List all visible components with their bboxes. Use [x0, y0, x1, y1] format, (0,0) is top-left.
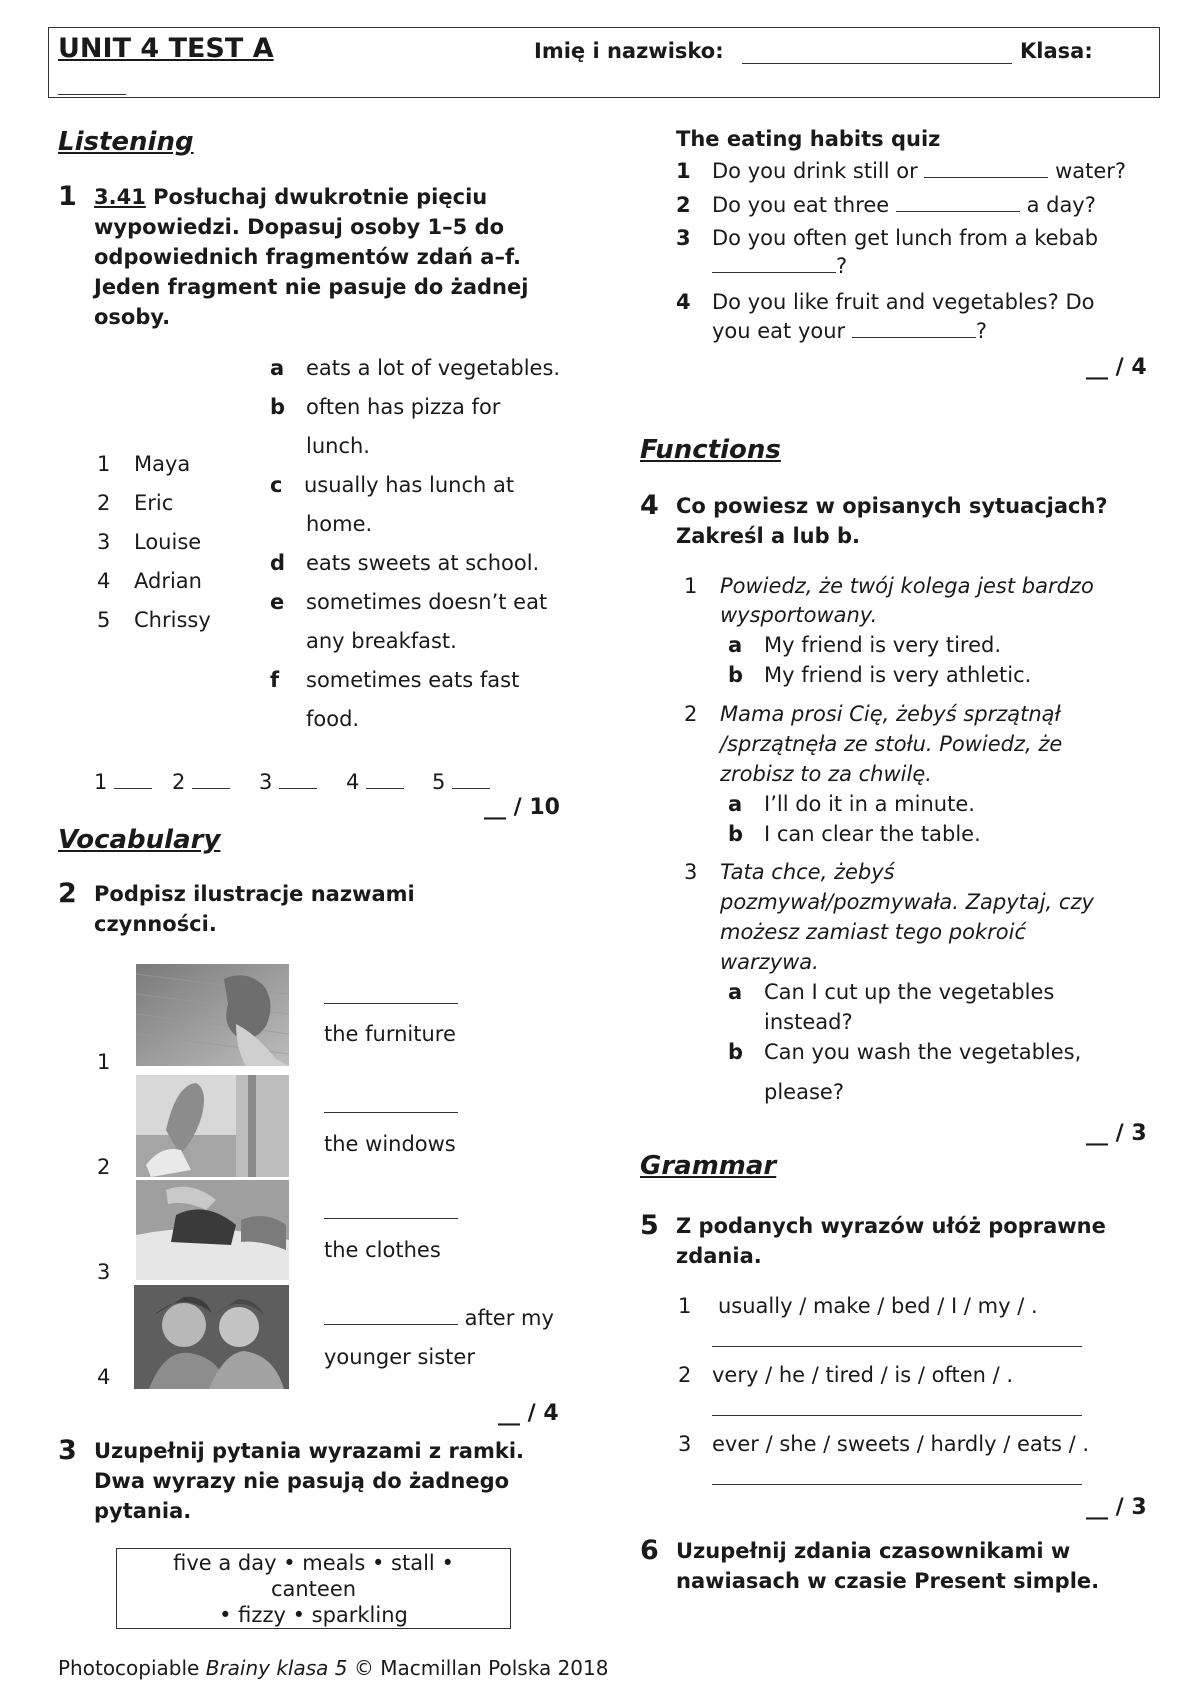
instruction-text: Dwa wyrazy nie pasują do żadnego: [94, 1469, 510, 1493]
vocabulary-task2-score: __ / 4: [498, 1401, 559, 1426]
picture-phrase: the windows: [324, 1132, 456, 1156]
answer-slot[interactable]: 5: [432, 768, 490, 798]
fragment-letter: c: [270, 473, 283, 497]
situation-number: 3: [684, 860, 698, 884]
sentence-item: 3 ever / she / sweets / hardly / eats / .: [678, 1432, 1090, 1456]
situation-text: warzywa.: [720, 950, 819, 974]
sentence-item: 2 very / he / tired / is / often / .: [678, 1363, 1014, 1387]
fragment-text: eats sweets at school.: [306, 551, 540, 575]
instruction-text: wypowiedzi. Dopasuj osoby 1–5 do: [94, 215, 505, 239]
fragment-text: food.: [306, 707, 360, 731]
quiz-answer-field[interactable]: [712, 272, 836, 273]
fragment-text: usually has lunch at: [304, 473, 515, 497]
fragment-text: often has pizza for: [306, 395, 501, 419]
situation-text: /sprzątnęła ze stołu. Powiedz, że: [720, 732, 1063, 756]
task-4-number: 4: [640, 490, 659, 521]
functions-score: __ / 3: [1086, 1121, 1147, 1146]
instruction-text: osoby.: [94, 305, 171, 329]
fragment-text: lunch.: [306, 434, 370, 458]
illustration-wiping-furniture: [136, 964, 289, 1066]
instruction-text: Z podanych wyrazów ułóż poprawne: [676, 1214, 1106, 1238]
fragment-text: sometimes eats fast: [306, 668, 520, 692]
picture-phrase: after my: [324, 1304, 554, 1334]
option-a[interactable]: a I’ll do it in a minute.: [728, 792, 975, 816]
task-2-number: 2: [58, 878, 77, 909]
instruction-text: Zakreśl a lub b.: [676, 524, 860, 548]
option-text: instead?: [764, 1010, 853, 1034]
option-b[interactable]: b Can you wash the vegetables,: [728, 1040, 1082, 1064]
fragment-item: [270, 471, 515, 501]
task-2-instruction: [94, 879, 415, 939]
fragment-item: [270, 354, 561, 384]
word-box-text: canteen: [270, 1577, 357, 1601]
picture-number: 2: [97, 1155, 111, 1179]
name-field[interactable]: [742, 63, 1012, 64]
illustration-washing-windows: [136, 1075, 289, 1177]
picture-number: 1: [97, 1050, 111, 1074]
instruction-text: odpowiednich fragmentów zdań a–f.: [94, 245, 521, 269]
quiz-question: 3 Do you often get lunch from a kebab: [676, 226, 1099, 250]
picture-number: 3: [97, 1260, 111, 1284]
quiz-question: 4 Do you like fruit and vegetables? Do: [676, 290, 1095, 314]
option-b[interactable]: b I can clear the table.: [728, 822, 981, 846]
fragment-text: any breakfast.: [306, 629, 457, 653]
sentence-item: 1 usually / make / bed / I / my / .: [678, 1294, 1038, 1318]
grammar-task5-score: __ / 3: [1086, 1495, 1147, 1520]
person-number: 1: [97, 452, 111, 476]
option-text: please?: [764, 1080, 844, 1104]
class-label: Klasa:: [1020, 39, 1093, 63]
situation-text: pozmywał/pozmywała. Zapytaj, czy: [720, 890, 1094, 914]
task-4-instruction: [676, 491, 1108, 551]
situation-text: możesz zamiast tego pokroić: [720, 920, 1026, 944]
quiz-answer-field[interactable]: [896, 211, 1020, 212]
illustration-ironing-clothes: [136, 1180, 289, 1280]
task-3-number: 3: [58, 1435, 77, 1466]
quiz-score: __ / 4: [1086, 355, 1147, 380]
quiz-answer-field[interactable]: [924, 177, 1048, 178]
task-6-instruction: [676, 1536, 1099, 1596]
situation-text: Tata chce, żebyś: [720, 860, 895, 884]
task-3-instruction: [94, 1436, 524, 1526]
fragment-text: home.: [306, 512, 373, 536]
instruction-text: zdania.: [676, 1244, 762, 1268]
instruction-text: pytania.: [94, 1499, 192, 1523]
option-a[interactable]: a My friend is very tired.: [728, 633, 1002, 657]
option-a[interactable]: a Can I cut up the vegetables: [728, 980, 1055, 1004]
situation-text: zrobisz to za chwilę.: [720, 762, 932, 786]
person-item: [97, 528, 202, 558]
answer-field-2[interactable]: [324, 1112, 458, 1113]
illustration-looking-after-sister: [134, 1285, 289, 1389]
person-name: Adrian: [134, 569, 202, 593]
task-5-number: 5: [640, 1210, 659, 1241]
fragment-item: [270, 588, 548, 618]
word-box-text: five a day • meals • stall •: [173, 1551, 454, 1575]
name-label: Imię i nazwisko:: [534, 39, 724, 63]
person-item: [97, 606, 211, 636]
grammar-heading: Grammar: [640, 1151, 777, 1181]
fragment-letter: a: [270, 356, 285, 380]
person-number: 4: [97, 569, 111, 593]
task-5-instruction: [676, 1211, 1106, 1271]
vocabulary-heading: Vocabulary: [58, 825, 221, 855]
instruction-text: Posłuchaj dwukrotnie pięciu: [145, 185, 488, 209]
answer-field-4[interactable]: [324, 1324, 458, 1325]
fragment-letter: f: [270, 668, 280, 692]
person-name: Maya: [134, 452, 191, 476]
instruction-text: Uzupełnij pytania wyrazami z ramki.: [94, 1439, 524, 1463]
situation-text: wysportowany.: [720, 603, 878, 627]
word-box: [116, 1548, 511, 1629]
picture-phrase: the clothes: [324, 1238, 441, 1262]
situation-text: Mama prosi Cię, żebyś sprzątnął: [720, 702, 1061, 726]
person-name: Eric: [134, 491, 174, 515]
instruction-text: Jeden fragment nie pasuje do żadnej: [94, 275, 529, 299]
fragment-text: eats a lot of vegetables.: [306, 356, 561, 380]
quiz-question: 2 Do you eat three a day?: [676, 193, 1096, 217]
person-number: 5: [97, 608, 111, 632]
instruction-text: Co powiesz w opisanych sytuacjach?: [676, 494, 1108, 518]
instruction-text: czynności.: [94, 912, 217, 936]
listening-heading: Listening: [58, 127, 194, 157]
answer-slot[interactable]: 4: [346, 768, 404, 798]
situation-text: Powiedz, że twój kolega jest bardzo: [720, 574, 1094, 598]
answer-field-1[interactable]: [324, 1003, 458, 1004]
quiz-answer-field[interactable]: [852, 337, 976, 338]
person-item: [97, 489, 174, 519]
footer-copyright: Photocopiable Brainy klasa 5 © Macmillan Polska 2018: [58, 1656, 609, 1680]
task-6-number: 6: [640, 1535, 659, 1566]
task-1-number: 1: [58, 181, 77, 212]
answer-slot[interactable]: 1: [94, 768, 152, 798]
picture-number: 4: [97, 1365, 111, 1389]
instruction-text: Podpisz ilustracje nazwami: [94, 882, 415, 906]
instruction-text: nawiasach w czasie Present simple.: [676, 1569, 1100, 1593]
word-box-text: • fizzy • sparkling: [219, 1603, 408, 1627]
answer-slot[interactable]: 3: [259, 768, 317, 798]
situation-number: 1: [684, 574, 698, 598]
fragment-item: [270, 393, 501, 423]
instruction-text: Uzupełnij zdania czasownikami w: [676, 1539, 1071, 1563]
fragment-letter: b: [270, 395, 286, 419]
quiz-question: 1 Do you drink still or water?: [676, 159, 1127, 183]
picture-phrase: the furniture: [324, 1022, 456, 1046]
fragment-item: [270, 549, 540, 579]
situation-number: 2: [684, 702, 698, 726]
listening-score: __ / 10: [484, 795, 560, 820]
person-name: Chrissy: [134, 608, 211, 632]
sentence-answer-field[interactable]: [712, 1346, 1082, 1347]
person-number: 2: [97, 491, 111, 515]
quiz-question-cont: ?: [712, 252, 847, 282]
fragment-item: [270, 666, 520, 696]
page-title: UNIT 4 TEST A: [58, 33, 274, 64]
quiz-question-cont: you eat your ?: [712, 319, 988, 343]
person-item: [97, 567, 202, 597]
sentence-answer-field[interactable]: [712, 1415, 1082, 1416]
track-number: 3.41: [94, 185, 146, 209]
quiz-title: The eating habits quiz: [676, 127, 941, 151]
answer-slot[interactable]: 2: [172, 768, 230, 798]
fragment-letter: e: [270, 590, 285, 614]
fragment-text: sometimes doesn’t eat: [306, 590, 548, 614]
answer-field-3[interactable]: [324, 1218, 458, 1219]
option-b[interactable]: b My friend is very athletic.: [728, 663, 1032, 687]
class-field[interactable]: [58, 94, 126, 95]
functions-heading: Functions: [640, 435, 781, 465]
sentence-answer-field[interactable]: [712, 1484, 1082, 1485]
fragment-letter: d: [270, 551, 286, 575]
person-name: Louise: [134, 530, 202, 554]
person-number: 3: [97, 530, 111, 554]
task-1-instruction: [94, 182, 528, 332]
picture-phrase: younger sister: [324, 1345, 475, 1369]
person-item: [97, 450, 191, 480]
